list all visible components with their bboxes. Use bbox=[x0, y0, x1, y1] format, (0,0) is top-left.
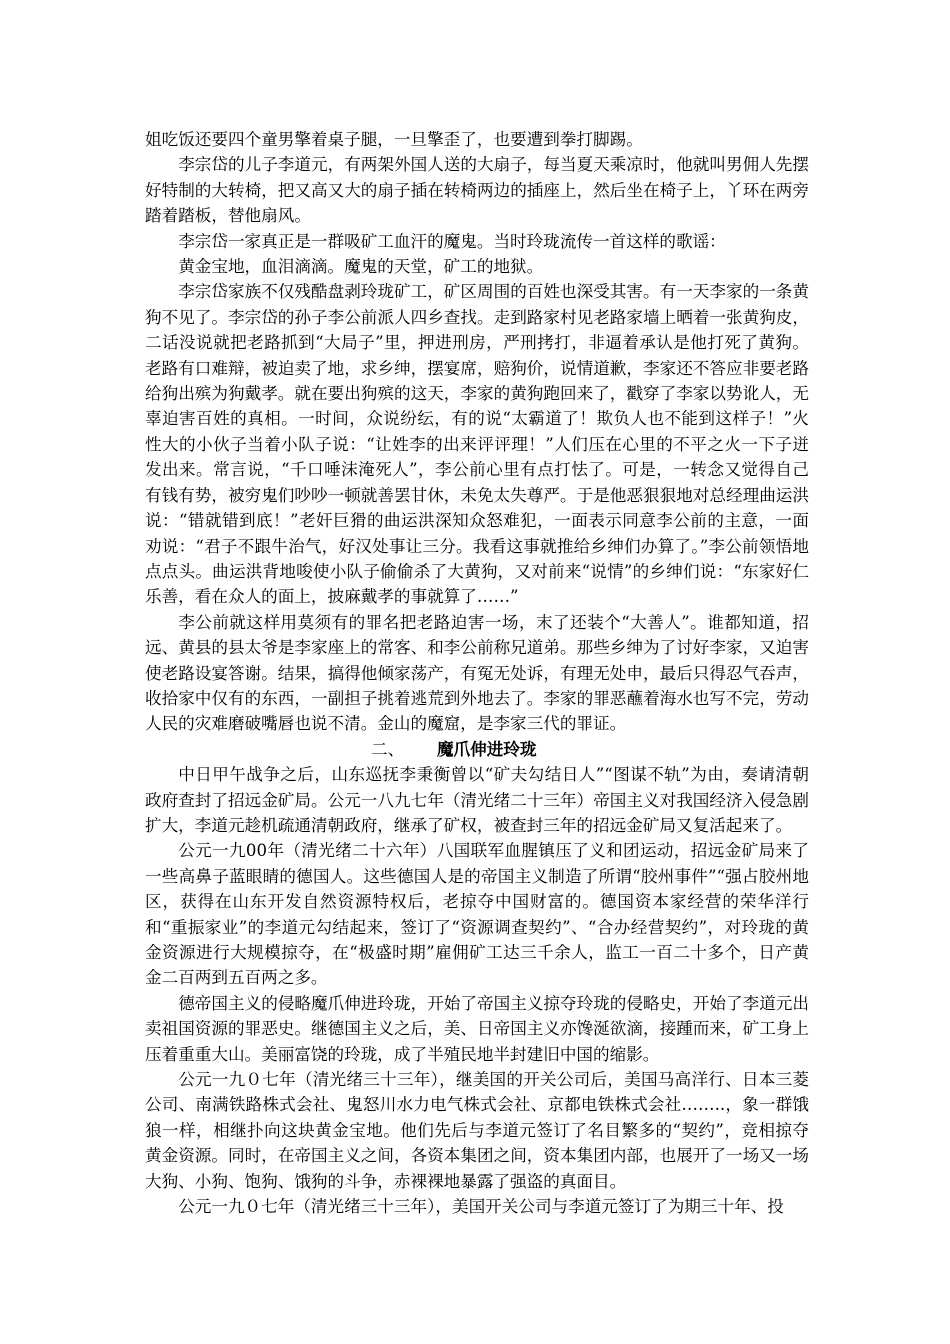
paragraph: 李宗岱家族不仅残酷盘剥玲珑矿工，矿区周围的百姓也深受其害。有一天李家的一条黄狗不见了。李宗岱的孙子李公前派人四乡查找。走到路家村见老路家墙上晒着一张黄狗皮，二话没说就把老路抓到“大局子”里，押进刑房，严刑拷打，非逼着承认是他打死了黄狗。老路有口难辩，被迫卖了地，求乡绅，摆宴席，赔狗价，说情道歉，李家还不答应非要老路给狗出殡为狗戴孝。就在要出狗殡的这天，李家的黄狗跑回来了，戳穿了李家以势讹人，无辜迫害百姓的真相。一时间，众说纷纭，有的说“太霸道了！欺负人也不能到这样子！”火性大的小伙子当着小队子说：“让姓李的出来评评理！”人们压在心里的不平之火一下子迸发出来。常言说，“千口唾沫淹死人”，李公前心里有点打怯了。可是，一转念又觉得自己有钱有势，被穷鬼们吵吵一顿就善罢甘休，未免太失尊严。于是他恶狠狠地对总经理曲运洪说：“错就错到底！”老奸巨猾的曲运洪深知众怒难犯，一面表示同意李公前的主意，一面劝说：“君子不跟牛治气，好汉处事让三分。我看这事就推给乡绅们办算了。”李公前领悟地点点头。曲运洪背地唆使小队子偷偷杀了大黄狗，又对前来“说情”的乡绅们说：“东家好仁乐善，看在众人的面上，披麻戴孝的事就算了……” bbox=[145, 282, 809, 607]
paragraph: 德帝国主义的侵略魔爪伸进玲珑，开始了帝国主义掠夺玲珑的侵略史，开始了李道元出卖祖国资源的罪恶史。继德国主义之后，美、日帝国主义亦馋涎欲滴，接踵而来，矿工身上压着重重大山。美丽富饶的玲珑，成了半殖民地半封建旧中国的缩影。 bbox=[145, 993, 809, 1064]
paragraph: 公元一九０七年（清光绪三十三年），继美国的开关公司后，美国马高洋行、日本三菱公司、南满铁路株式会社、鬼怒川水力电气株式会社、京都电铁株式会社……..，象一群饿狼一样，相继扑向这块黄金宝地。他们先后与李道元签订了名目繁多的“契约”，竞相掠夺黄金资源。同时，在帝国主义之间，各资本集团之间，资本集团内部，也展开了一场又一场大狗、小狗、饱狗、饿狗的斗争，赤裸裸地暴露了强盗的真面目。 bbox=[145, 1070, 809, 1191]
paragraph: 姐吃饭还要四个童男擎着桌子腿，一旦擎歪了，也要遭到拳打脚踢。 bbox=[145, 130, 643, 149]
paragraph: 公元一九00年（清光绪二十六年）八国联军血腥镇压了义和团运动，招远金矿局来了一些高鼻子蓝眼睛的德国人。这些德国人是的帝国主义制造了所谓“胶州事件”“强占胶州地区，获得在山东开发自然资源特权后，老掠夺中国财富的。德国资本家经营的荣华洋行和“重振家业”的李道元勾结起来，签订了“资源调查契约”、“合办经营契约”，对玲珑的黄金资源进行大规模掠夺，在“极盛时期”雇佣矿工达三千余人，监工一百二十多个，日产黄金二百两到五百两之多。 bbox=[145, 841, 809, 988]
paragraph: 中日甲午战争之后，山东巡抚李秉衡曾以“矿夫勾结日人”“图谋不轨”为由，奏请清朝政府查封了招远金矿局。公元一八九七年（清光绪二十三年）帝国主义对我国经济入侵急剧扩大，李道元趁机疏通清朝政府，继承了矿权，被查封三年的招远金矿局又复活起来了。 bbox=[145, 765, 809, 835]
document-page bbox=[145, 127, 809, 1219]
section-heading bbox=[145, 737, 809, 762]
paragraph: 公元一九０七年（清光绪三十三年），美国开关公司与李道元签订了为期三十年、投 bbox=[178, 1197, 784, 1217]
paragraph: 李宗岱的儿子李道元，有两架外国人送的大扇子，每当夏天乘凉时，他就叫男佣人先摆好特制的大转椅，把又高又大的扇子插在转椅两边的插座上，然后坐在椅子上，丫环在两旁踏着踏板，替他扇风。 bbox=[145, 155, 809, 226]
verse-line: 黄金宝地，血泪滴滴。魔鬼的天堂，矿工的地狱。 bbox=[178, 257, 544, 277]
paragraph: 李宗岱一家真正是一群吸矿工血汗的魔鬼。当时玲珑流传一首这样的歌谣： bbox=[178, 231, 726, 251]
section-title: 魔爪伸进玲珑 bbox=[437, 738, 537, 759]
paragraph: 李公前就这样用莫须有的罪名把老路迫害一场，末了还装个“大善人”。谁都知道，招远、黄县的县太爷是李家座上的常客、和李公前称兄道弟。那些乡绅为了讨好李家，又迫害使老路设宴答谢。结果，搞得他倾家荡产，有冤无处诉，有理无处申，最后只得忍气吞声，收拾家中仅有的东西，一副担子挑着逃荒到外地去了。李家的罪恶蘸着海水也写不完，劳动人民的灾难磨破嘴唇也说不清。金山的魔窟，是李家三代的罪证。 bbox=[145, 612, 809, 734]
section-number: 二、 bbox=[371, 739, 405, 759]
